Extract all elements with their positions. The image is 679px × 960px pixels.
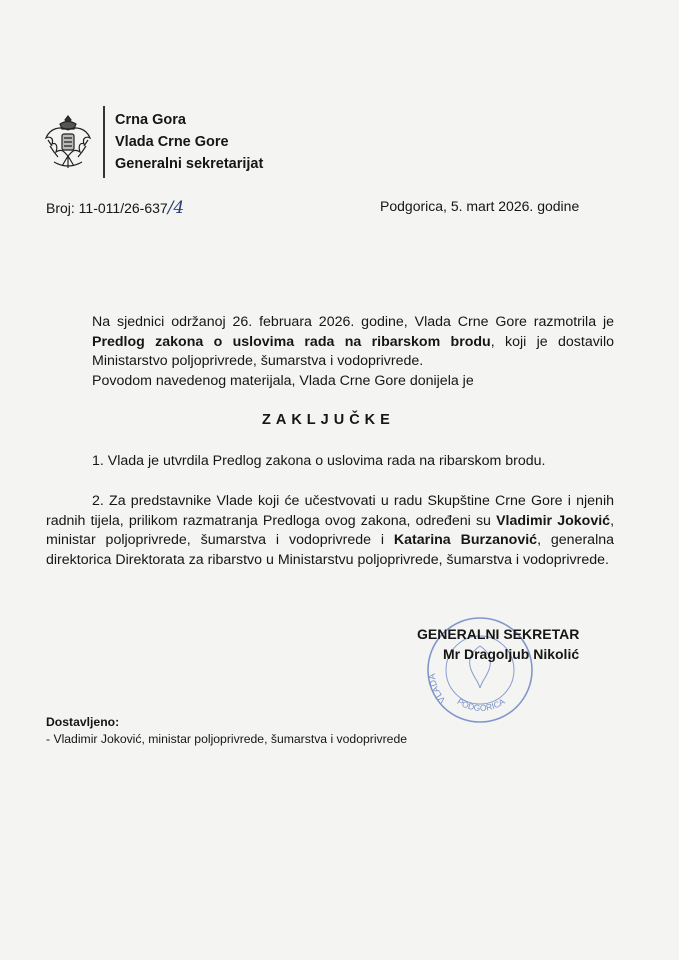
item2-text-1: 2. Za predstavnike Vlade koji će učestvovati u radu Skupštine Crne Gore i njenih radnih tijela, prilikom razmatranja Predloga ovog zakona, određeni su	[46, 493, 614, 529]
reference-number	[46, 198, 184, 218]
place-date: Podgorica, 5. mart 2026. godine	[380, 198, 580, 214]
conclusions-heading: ZAKLJUČKE	[262, 412, 395, 428]
conclusion-item-2	[46, 492, 614, 570]
signature-title: GENERALNI SEKRETAR	[417, 626, 580, 642]
header-divider	[103, 106, 105, 178]
coat-of-arms-icon	[42, 112, 94, 174]
item2-text-2: , ministar poljoprivrede, šumarstva i vodoprivrede i	[46, 512, 615, 549]
representative-name-1: Vladimir Joković	[496, 512, 611, 529]
stamp-text-bottom: PODGORICA	[455, 696, 507, 713]
signature-name: Mr Dragoljub Nikolić	[443, 646, 580, 662]
intro-text-2: , koji je dostavilo Ministarstvo poljoprivrede, šumarstva i vodoprivrede.	[92, 333, 614, 370]
distribution-item: - Vladimir Joković, ministar poljoprivrede, šumarstva i vodoprivrede	[46, 732, 408, 746]
reference-prefix: Broj: 11-011/26-637	[46, 200, 168, 216]
distribution-label: Dostavljeno:	[46, 715, 120, 729]
item2-text-3: , generalna direktorica Direktorata za ribarstvo u Ministarstvu poljoprivrede, šumarstva i vodoprivrede.	[46, 532, 615, 568]
letterhead-government: Vlada Crne Gore	[115, 134, 229, 150]
intro-text-1: Na sjednici održanoj 26. februara 2026. godine, Vlada Crne Gore razmotrila je	[92, 314, 614, 330]
svg-text:VLADA	[427, 673, 448, 705]
svg-text:PODGORICA	[455, 696, 506, 713]
reference-handwritten: /4	[167, 198, 185, 218]
letterhead-country: Crna Gora	[115, 112, 186, 128]
stamp-text-left: VLADA	[426, 673, 448, 706]
bill-title: Predlog zakona o uslovima rada na ribarskom brodu	[92, 333, 491, 350]
signature-block	[417, 624, 579, 664]
povodom-text: Povodom navedenog materijala, Vlada Crne Gore donijela je	[92, 372, 474, 389]
intro-paragraph	[92, 313, 614, 391]
representative-name-2: Katarina Burzanović	[393, 532, 538, 549]
conclusion-item-1: 1. Vlada je utvrdila Predlog zakona o uslovima rada na ribarskom brodu.	[92, 453, 546, 469]
letterhead-secretariat: Generalni sekretarijat	[115, 156, 264, 172]
letterhead	[115, 109, 263, 175]
distribution-list	[46, 714, 407, 748]
